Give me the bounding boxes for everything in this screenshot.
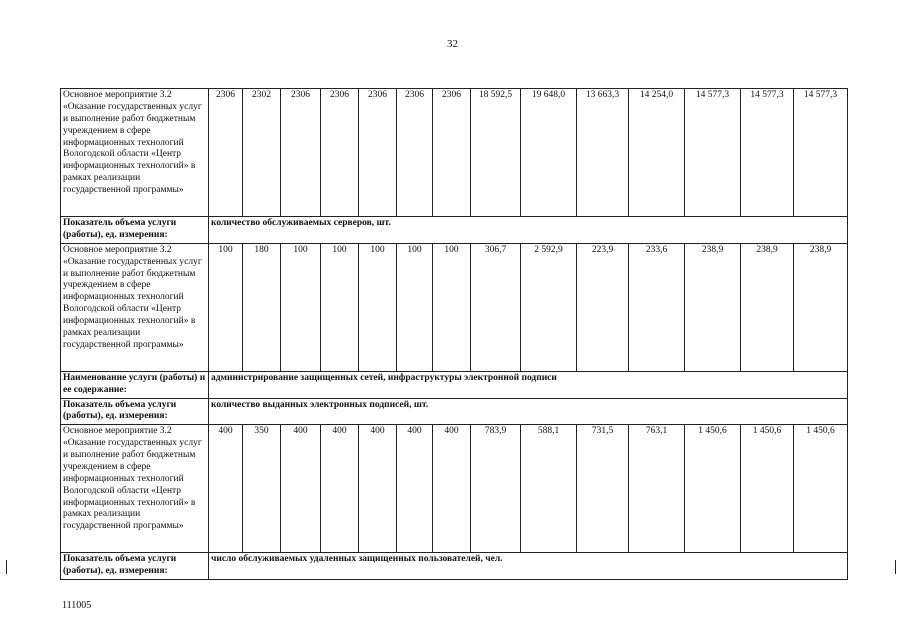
row-description: количество выданных электронных подписей, шт. — [209, 398, 848, 425]
indicator-row — [61, 398, 848, 425]
footer-code: 111005 — [62, 600, 92, 611]
value-cell: 1 450,6 — [741, 425, 794, 553]
value-cell: 350 — [243, 425, 281, 553]
row-label: Показатель объема услуги (работы), ед. измерения: — [61, 398, 209, 425]
edge-mark-left — [6, 560, 7, 574]
value-cell: 100 — [281, 243, 321, 371]
row-label: Показатель объема услуги (работы), ед. измерения: — [61, 553, 209, 580]
value-cell: 233,6 — [629, 243, 685, 371]
row-description: число обслуживаемых удаленных защищенных пользователей, чел. — [209, 553, 848, 580]
value-cell: 238,9 — [794, 243, 848, 371]
value-cell: 783,9 — [471, 425, 521, 553]
value-cell: 2306 — [281, 89, 321, 217]
value-cell: 100 — [209, 243, 243, 371]
value-cell: 100 — [321, 243, 359, 371]
activity-row — [61, 89, 848, 217]
value-cell: 2306 — [359, 89, 397, 217]
page-number: 32 — [447, 38, 458, 50]
value-cell: 18 592,5 — [471, 89, 521, 217]
value-cell: 1 450,6 — [794, 425, 848, 553]
value-cell: 400 — [209, 425, 243, 553]
row-description: администрирование защищенных сетей, инфраструктуры электронной подписи — [209, 371, 848, 398]
value-cell: 400 — [281, 425, 321, 553]
value-cell: 731,5 — [577, 425, 629, 553]
value-cell: 763,1 — [629, 425, 685, 553]
value-cell: 2306 — [209, 89, 243, 217]
value-cell: 238,9 — [741, 243, 794, 371]
activity-name: Основное мероприятие 3.2 «Оказание государственных услуг и выполнение работ бюджетным учреждением в сфере информационных технологий Вологодской области «Центр информационных технологий» в рамках реализации государственной программы» — [61, 425, 209, 553]
value-cell: 19 648,0 — [521, 89, 577, 217]
row-label: Наименование услуги (работы) и ее содержание: — [61, 371, 209, 398]
indicator-row — [61, 371, 848, 398]
value-cell: 588,1 — [521, 425, 577, 553]
edge-mark-right — [895, 560, 896, 574]
value-cell: 400 — [359, 425, 397, 553]
value-cell: 100 — [359, 243, 397, 371]
value-cell: 2306 — [433, 89, 471, 217]
value-cell: 1 450,6 — [685, 425, 741, 553]
value-cell: 223,9 — [577, 243, 629, 371]
budget-table — [60, 88, 848, 580]
value-cell: 2306 — [397, 89, 433, 217]
value-cell: 180 — [243, 243, 281, 371]
value-cell: 238,9 — [685, 243, 741, 371]
value-cell: 14 577,3 — [741, 89, 794, 217]
indicator-row — [61, 553, 848, 580]
value-cell: 400 — [321, 425, 359, 553]
activity-row — [61, 425, 848, 553]
value-cell: 14 577,3 — [685, 89, 741, 217]
value-cell: 2 592,9 — [521, 243, 577, 371]
value-cell: 14 254,0 — [629, 89, 685, 217]
activity-name: Основное мероприятие 3.2 «Оказание государственных услуг и выполнение работ бюджетным учреждением в сфере информационных технологий Вологодской области «Центр информационных технологий» в рамках реализации государственной программы» — [61, 89, 209, 217]
value-cell: 306,7 — [471, 243, 521, 371]
value-cell: 2306 — [321, 89, 359, 217]
value-cell: 14 577,3 — [794, 89, 848, 217]
value-cell: 400 — [433, 425, 471, 553]
value-cell: 2302 — [243, 89, 281, 217]
activity-name: Основное мероприятие 3.2 «Оказание государственных услуг и выполнение работ бюджетным учреждением в сфере информационных технологий Вологодской области «Центр информационных технологий» в рамках реализации государственной программы» — [61, 243, 209, 371]
value-cell: 100 — [433, 243, 471, 371]
value-cell: 400 — [397, 425, 433, 553]
value-cell: 13 663,3 — [577, 89, 629, 217]
row-label: Показатель объема услуги (работы), ед. измерения: — [61, 217, 209, 244]
value-cell: 100 — [397, 243, 433, 371]
row-description: количество обслуживаемых серверов, шт. — [209, 217, 848, 244]
activity-row — [61, 243, 848, 371]
indicator-row — [61, 217, 848, 244]
